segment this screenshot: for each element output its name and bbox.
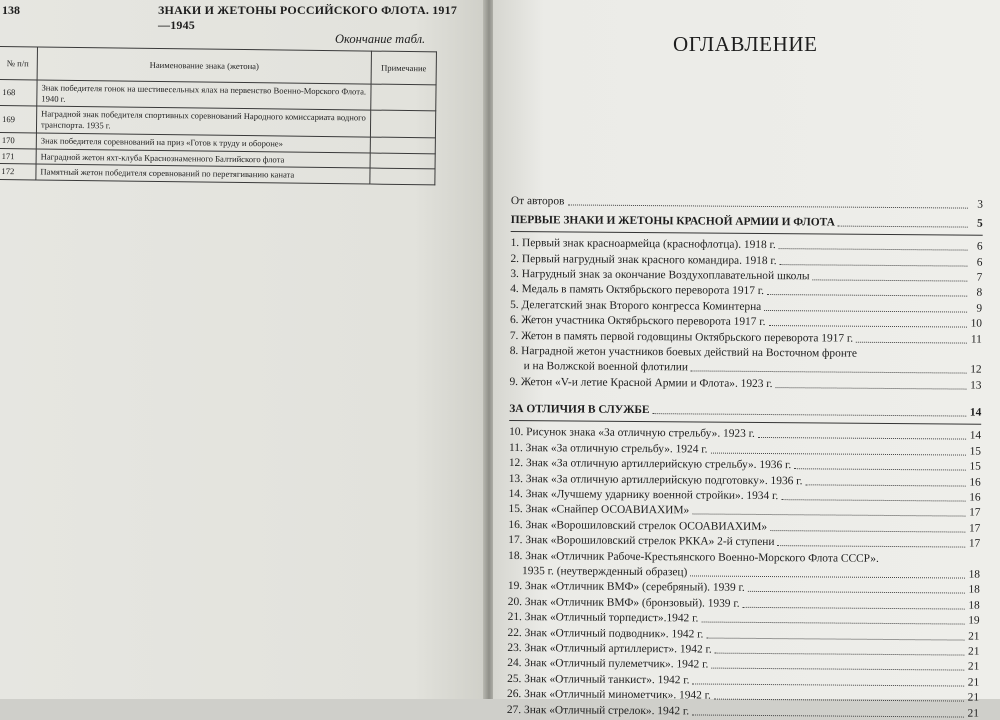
row-name: Знак победителя соревнований на приз «Готов к труду и обороне» xyxy=(36,133,370,153)
toc-entry-text: От авторов xyxy=(510,195,565,208)
toc-entry-page: 16 xyxy=(969,491,981,504)
toc-entry-text: 16. Знак «Ворошиловский стрелок ОСОАВИАХИМ» xyxy=(508,518,768,533)
toc-entry-page: 21 xyxy=(967,707,979,720)
toc-entry-page: 17 xyxy=(968,537,981,550)
row-note xyxy=(370,153,435,170)
toc-leader xyxy=(714,699,964,702)
toc-entry-text: 11. Знак «За отличную стрельбу». 1924 г. xyxy=(508,441,708,456)
toc-leader xyxy=(692,514,965,517)
row-note xyxy=(370,111,435,138)
awards-table xyxy=(0,46,437,185)
row-name: Наградной знак победителя спортивных соревнований Народного комиссариата водного транспорта. 1935 г. xyxy=(36,106,370,137)
toc-leader xyxy=(777,545,965,547)
toc-entry-text: 6. Жетон участника Октябрьского переворота 1917 г. xyxy=(509,314,766,329)
toc-entry-text: 8. Наградной жетон участников боевых действий на Восточном фронте xyxy=(509,344,858,360)
toc-entry-page: 7 xyxy=(976,271,983,284)
toc-entry-text: 25. Знак «Отличный танкист». 1942 г. xyxy=(507,672,690,687)
running-title: ЗНАКИ И ЖЕТОНЫ РОССИЙСКОГО ФЛОТА. 1917—1945 xyxy=(158,3,458,32)
toc-section-heading xyxy=(511,211,983,230)
toc-entry-text: 9. Жетон «V-и летие Красной Армии и Флота». 1923 г. xyxy=(509,375,773,390)
toc-entry-text: 13. Знак «За отличную артиллерийскую подготовку». 1936 г. xyxy=(508,472,803,487)
toc-section-page: 14 xyxy=(969,406,982,419)
toc-entry-page: 17 xyxy=(969,507,981,520)
row-number: 168 xyxy=(0,80,37,107)
toc-entry-text: 3. Нагрудный знак за окончание Воздухоплавательной школы xyxy=(510,267,810,283)
toc-entry-text: 2. Первый нагрудный знак красного командира. 1918 г. xyxy=(510,252,777,267)
row-note xyxy=(371,84,436,111)
toc-title: ОГЛАВЛЕНИЕ xyxy=(673,32,818,56)
toc-entry-page: 6 xyxy=(976,240,983,253)
column-header-number: № п/п xyxy=(0,47,37,80)
toc-leader xyxy=(794,468,966,470)
toc-entry-page: 21 xyxy=(967,660,980,674)
toc-entry-text: 12. Знак «За отличную артиллерийскую стрельбу». 1936 г. xyxy=(508,457,792,472)
toc-entry-page: 9 xyxy=(976,302,983,315)
table-continuation-label: Окончание табл. xyxy=(335,32,426,46)
toc-entry xyxy=(507,701,979,720)
toc-leader xyxy=(653,413,967,416)
toc-leader xyxy=(764,310,967,313)
toc-entry-page: 19 xyxy=(968,614,980,627)
toc-leader xyxy=(776,387,967,389)
toc-entry-text: 10. Рисунок знака «За отличную стрельбу». 1923 г. xyxy=(509,426,755,441)
toc-leader xyxy=(805,484,965,486)
toc-section-title: ПЕРВЫЕ ЗНАКИ И ЖЕТОНЫ КРАСНОЙ АРМИИ И ФЛОТА xyxy=(510,213,835,229)
toc-leader xyxy=(715,653,965,656)
toc-entry-page: 15 xyxy=(969,445,982,458)
toc-leader xyxy=(748,591,965,594)
row-name: Знак победителя гонок на шестивесельных ялах на первенство Военно-Морского Флота. 1940 г. xyxy=(37,80,371,111)
toc-leader xyxy=(767,294,967,297)
toc-leader xyxy=(768,325,966,328)
left-page xyxy=(0,0,487,699)
row-note xyxy=(370,137,435,154)
left-page-header xyxy=(0,3,460,32)
column-header-note: Примечание xyxy=(371,51,436,85)
toc-entry-page: 12 xyxy=(970,363,982,376)
toc-leader xyxy=(856,341,967,343)
toc-leader xyxy=(838,225,968,227)
toc-entry-page: 18 xyxy=(968,599,980,612)
toc-entry-text: 14. Знак «Лучшему ударнику военной стройки». 1934 г. xyxy=(508,488,779,503)
toc-entry-text: 19. Знак «Отличник ВМФ» (серебряный). 1939 г. xyxy=(507,580,745,595)
toc-entry-text: 23. Знак «Отличный артиллерист». 1942 г. xyxy=(507,641,712,656)
toc-entry-text: 15. Знак «Снайпер ОСОАВИАХИМ» xyxy=(508,503,690,517)
toc-entry-page: 21 xyxy=(968,630,980,643)
toc-entry-page: 21 xyxy=(967,691,980,704)
toc-leader xyxy=(770,530,965,533)
toc-entry-page: 18 xyxy=(968,583,980,597)
toc-entry-page: 11 xyxy=(970,333,982,346)
table-header-row xyxy=(0,47,436,85)
row-number: 170 xyxy=(0,132,36,148)
row-number: 172 xyxy=(0,164,36,180)
toc-section-heading xyxy=(509,401,981,420)
toc-section-title: ЗА ОТЛИЧИЯ В СЛУЖБЕ xyxy=(509,403,650,417)
toc-entry-text: 27. Знак «Отличный стрелок». 1942 г. xyxy=(506,703,690,717)
toc-section-page: 5 xyxy=(977,217,983,230)
toc-leader xyxy=(813,279,968,281)
page-number: 138 xyxy=(2,3,20,17)
table-of-contents xyxy=(507,193,983,720)
toc-leader xyxy=(758,437,966,440)
toc-entry-text: 26. Знак «Отличный минометчик». 1942 г. xyxy=(507,688,711,702)
toc-entry xyxy=(511,193,983,212)
toc-leader xyxy=(780,264,968,266)
toc-entry-text: 4. Медаль в память Октябрьского переворота 1917 г. xyxy=(510,283,765,298)
toc-entry-page: 15 xyxy=(969,460,981,473)
toc-entry-page: 16 xyxy=(969,476,981,489)
toc-leader xyxy=(779,248,968,250)
row-name: Памятный жетон победителя соревнований по перетягиванию каната xyxy=(36,164,370,184)
row-name: Наградной жетон яхт-клуба Краснознаменного Балтийского флота xyxy=(36,149,370,169)
toc-entry-page: 14 xyxy=(969,430,982,443)
toc-entry-text: 21. Знак «Отличный торпедист».1942 г. xyxy=(507,611,699,625)
toc-entry-text-continued: и на Волжской военной флотилии xyxy=(523,360,689,374)
toc-entry-text: 7. Жетон в память первой годовщины Октябрьского переворота 1917 г. xyxy=(509,329,854,345)
toc-entry-text-continued: 1935 г. (неутвержденный образец) xyxy=(521,565,688,579)
toc-leader xyxy=(781,499,965,501)
row-number: 169 xyxy=(0,106,37,133)
toc-entry-page: 21 xyxy=(967,676,980,689)
toc-leader xyxy=(691,371,967,374)
toc-entry-text: 5. Делегатский знак Второго конгресса Коминтерна xyxy=(510,298,762,313)
toc-leader xyxy=(711,668,964,671)
toc-entry xyxy=(509,373,981,392)
toc-leader xyxy=(567,205,967,209)
toc-entry-text: 22. Знак «Отличный подводник». 1942 г. xyxy=(507,626,704,641)
row-note xyxy=(370,168,435,185)
toc-entry-text: 18. Знак «Отличник Рабоче-Крестьянского Военно-Морского Флота СССР». xyxy=(508,549,879,565)
toc-leader xyxy=(701,622,964,625)
row-number: 171 xyxy=(0,148,36,164)
toc-leader xyxy=(710,452,966,455)
toc-leader xyxy=(743,607,965,610)
toc-entry-page: 17 xyxy=(968,522,981,535)
toc-entry-page: 3 xyxy=(977,199,983,212)
toc-leader xyxy=(692,714,964,717)
toc-entry-page: 6 xyxy=(976,256,983,269)
toc-entry-page: 13 xyxy=(970,379,982,392)
right-page xyxy=(493,0,1000,720)
toc-entry-page: 8 xyxy=(976,287,983,300)
toc-leader xyxy=(692,683,964,686)
toc-entry-page: 10 xyxy=(970,317,983,330)
toc-entry-page: 18 xyxy=(968,568,981,581)
column-header-name: Наименование знака (жетона) xyxy=(37,47,371,84)
toc-leader xyxy=(690,575,965,578)
toc-entry-text: 1. Первый знак красноармейца (краснофлотца). 1918 г. xyxy=(510,237,776,252)
toc-entry-text: 20. Знак «Отличник ВМФ» (бронзовый). 1939 г. xyxy=(507,595,740,610)
toc-leader xyxy=(706,637,964,640)
toc-entry-text: 24. Знак «Отличный пулеметчик». 1942 г. xyxy=(507,657,709,671)
toc-entry-page: 21 xyxy=(967,645,980,658)
toc-entry-text: 17. Знак «Ворошиловский стрелок РККА» 2-й ступени xyxy=(508,534,775,549)
